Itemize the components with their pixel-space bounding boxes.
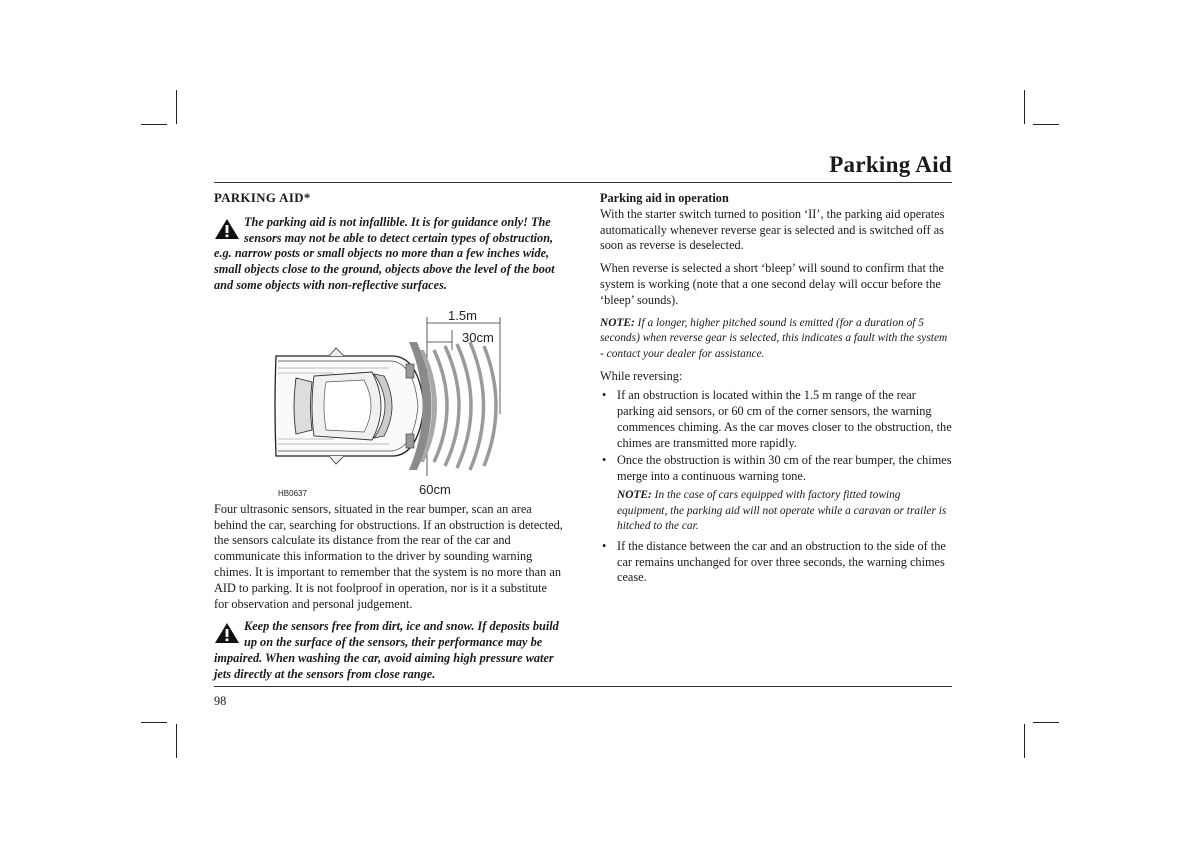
- range-label-1-5m: 1.5m: [448, 307, 477, 323]
- note: [600, 488, 952, 535]
- list-item-text: Once the obstruction is within 30 cm of the rear bumper, the chimes merge into a continuous warning tone.: [617, 453, 952, 484]
- paragraph: When reverse is selected a short ‘bleep’ will sound to confirm that the system is working (note that a one second delay will occur before the ‘bleep’ sounds).: [600, 261, 944, 307]
- body-paragraph: Four ultrasonic sensors, situated in the rear bumper, scan an area behind the car, searching for obstructions. If an obstruction is detected, the sensors calculate its distance from the rear of the car and communicate this information to the driver by sounding warning chimes. It is important to remember that the system is no more than an AID to parking. It is not foolproof in operation, nor is it a substitute for observation and personal judgement.: [214, 501, 563, 611]
- note-label: NOTE:: [617, 488, 652, 501]
- warning-block: [214, 619, 564, 682]
- crop-mark: [1024, 90, 1025, 124]
- page-title: Parking Aid: [829, 152, 952, 177]
- list-item-text: If an obstruction is located within the 1.5 m range of the rear parking aid sensors, or 60 cm of the corner sensors, the warning commences chiming. As the car moves closer to the obstruction, the chimes are transmitted more rapidly.: [617, 388, 952, 450]
- note-label: NOTE:: [600, 316, 635, 329]
- crop-mark: [1024, 724, 1025, 758]
- list-item: [600, 453, 952, 485]
- figure-code: HB0637: [278, 488, 307, 498]
- crop-mark: [1033, 722, 1059, 723]
- list-item: [600, 388, 952, 451]
- bullet-marker: •: [602, 453, 607, 468]
- parking-sensor-diagram: [214, 306, 564, 496]
- bullet-marker: •: [602, 538, 607, 553]
- crop-mark: [176, 90, 177, 124]
- bullet-list: [600, 388, 952, 485]
- range-label-60cm: 60cm: [419, 481, 451, 497]
- paragraph: With the starter switch turned to position ‘II’, the parking aid operates automatically whenever reverse gear is selected and is switched off as soon as reverse is deselected.: [600, 206, 945, 253]
- bullet-list: [600, 539, 952, 586]
- car-sensor-illustration: [214, 306, 564, 496]
- list-item-text: If the distance between the car and an obstruction to the side of the car remains unchanged for over three seconds, the warning chimes cease.: [617, 538, 946, 585]
- note: [600, 316, 952, 363]
- header-rule: [214, 182, 952, 183]
- warning-block: [214, 215, 564, 294]
- warning-text: The parking aid is not infallible. It is for guidance only! The sensors may not be able to detect certain types of obstruction, e.g. narrow posts or small objects no more than a few inches wide, small objects close to the ground, objects above the level of the boot and some objects with non-reflective surfaces.: [214, 214, 555, 292]
- left-column: [214, 191, 564, 683]
- warning-text: Keep the sensors free from dirt, ice and snow. If deposits build up on the surface of the sensors, their performance may be impaired. When washing the car, avoid aiming high pressure water jets directly at the sensors from close range.: [214, 619, 559, 681]
- bullet-marker: •: [602, 388, 607, 403]
- section-heading: PARKING AID*: [214, 191, 311, 205]
- range-label-30cm: 30cm: [462, 329, 494, 345]
- right-column: [600, 191, 952, 586]
- paragraph: While reversing:: [600, 369, 683, 384]
- note-text: In the case of cars equipped with factory fitted towing equipment, the parking aid will not operate while a caravan or trailer is hitched to the car.: [617, 488, 947, 533]
- crop-mark: [141, 722, 167, 723]
- footer-rule: [214, 686, 952, 687]
- sub-heading: Parking aid in operation: [600, 191, 729, 205]
- crop-mark: [176, 724, 177, 758]
- warning-triangle-icon: [214, 622, 240, 644]
- crop-mark: [1033, 124, 1059, 125]
- page-number: 98: [214, 694, 227, 708]
- list-item: [600, 539, 952, 586]
- crop-mark: [141, 124, 167, 125]
- warning-triangle-icon: [214, 218, 240, 240]
- note-text: If a longer, higher pitched sound is emitted (for a duration of 5 seconds) when reverse gear is selected, this indicates a fault with the system - contact your dealer for assistance.: [600, 316, 948, 360]
